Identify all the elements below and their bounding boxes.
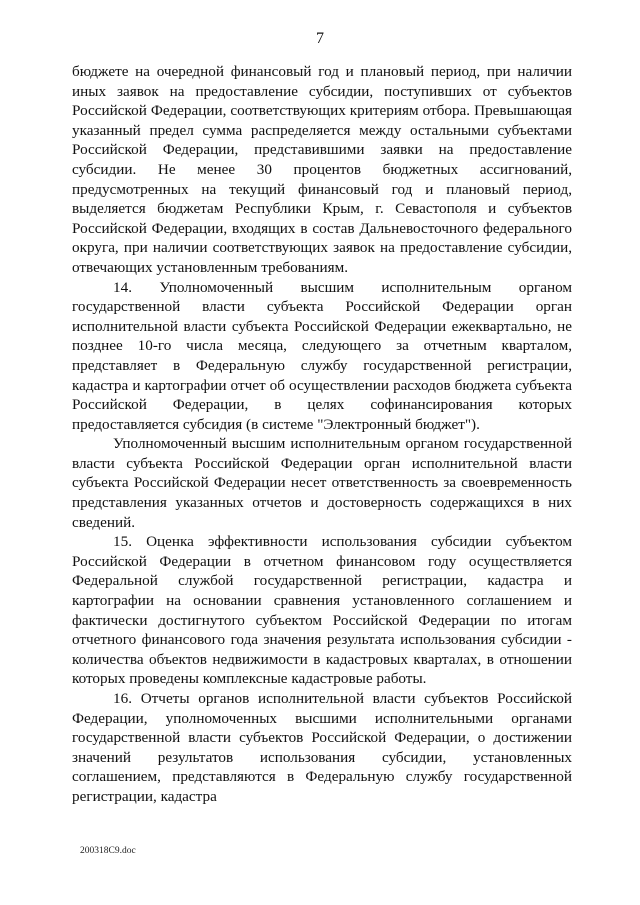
paragraph-continuation: бюджете на очередной финансовый год и плановый период, при наличии иных заявок на предоставление субсидии, поступивших от субъектов Российской Федерации, соответствующих критериям отбора. Превышающая указанный предел сумма распределяется между остальными субъектами Российской Федерации, представившими заявки на предоставление субсидии. Не менее 30 процентов бюджетных ассигнований, предусмотренных на текущий финансовый год и плановый период, выделяется бюджетам Республики Крым, г. Севастополя и субъектов Российской Федерации, входящих в состав Дальневосточного федерального округа, при наличии соответствующих заявок на предоставление субсидии, отвечающих установленным требованиям. <box>72 63 572 276</box>
paragraph-clause-16: 16. Отчеты органов исполнительной власти субъектов Российской Федерации, уполномоченных высшими исполнительными органами государственной власти субъектов Российской Федерации, о достижении значений результатов использования субсидии, установленных соглашением, представляются в Федеральную службу государственной регистрации, кадастра <box>72 690 572 805</box>
footer-filename: 200318C9.doc <box>80 846 136 856</box>
page-number: 7 <box>316 30 324 47</box>
paragraph-clause-15: 15. Оценка эффективности использования субсидии субъектом Российской Федерации в отчетном финансовом году осуществляется Федеральной службой государственной регистрации, кадастра и картографии на основании сравнения установленного соглашением и фактически достигнутого субъектом Российской Федерации по итогам отчетного финансового года значения результата использования субсидии - количества объектов недвижимости в кадастровых кварталах, в отношении которых проведены комплексные кадастровые работы. <box>72 533 572 688</box>
document-body <box>72 62 572 807</box>
paragraph-clause-14-responsibility: Уполномоченный высшим исполнительным органом государственной власти субъекта Российской Федерации орган исполнительной власти субъекта Российской Федерации несет ответственность за своевременность представления указанных отчетов и достоверность содержащихся в них сведений. <box>72 435 572 531</box>
paragraph-clause-14: 14. Уполномоченный высшим исполнительным органом государственной власти субъекта Российской Федерации орган исполнительной власти субъекта Российской Федерации ежеквартально, не позднее 10-го числа месяца, следующего за отчетным кварталом, представляет в Федеральную службу государственной регистрации, кадастра и картографии отчет об осуществлении расходов бюджета субъекта Российской Федерации, в целях софинансирования которых предоставляется субсидия (в системе "Электронный бюджет"). <box>72 278 572 433</box>
